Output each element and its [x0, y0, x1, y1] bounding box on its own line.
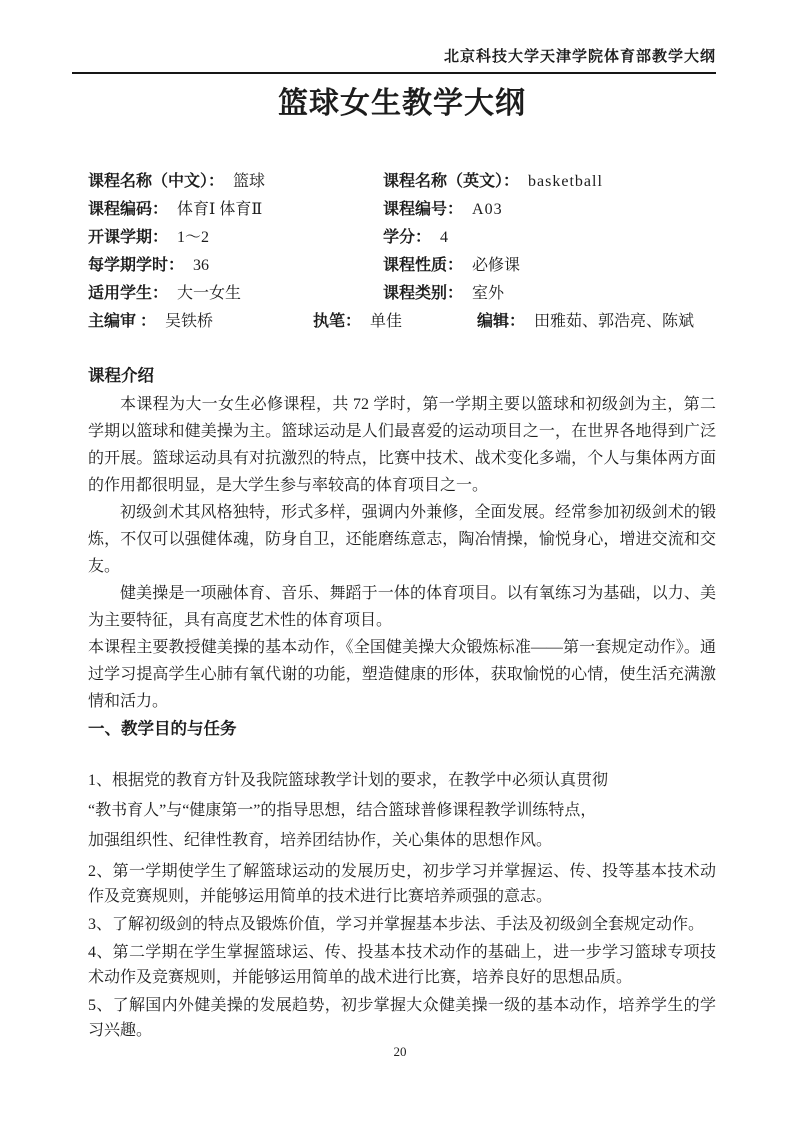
intro-paragraph-2: 初级剑术其风格独特，形式多样，强调内外兼修，全面发展。经常参加初级剑术的锻炼，不仅可以强健体魂，防身自卫，还能磨练意志，陶冶情操，愉悦身心，增进交流和交友。 [88, 504, 716, 575]
meta-label: 课程名称（中文）： [88, 173, 225, 190]
meta-cell-editors [477, 308, 716, 336]
meta-cell-course-number [383, 196, 716, 224]
meta-cell-course-code [88, 196, 383, 224]
meta-row-course-name [88, 168, 716, 196]
meta-value: 田雅茹、郭浩亮、陈斌 [534, 313, 695, 330]
objective-line: “教书育人”与“健康第一”的指导思想，结合篮球普修课程教学训练特点， [88, 802, 597, 819]
intro-heading: 课程介绍 [88, 366, 154, 385]
meta-value: 大一女生 [177, 285, 242, 302]
meta-value: 必修课 [472, 257, 521, 274]
meta-value: 体育Ⅰ 体育Ⅱ [177, 201, 263, 218]
intro-paragraph-3: 健美操是一项融体育、音乐、舞蹈于一体的体育项目。以有氧练习为基础，以力、美为主要特征，具有高度艺术性的体育项目。 [88, 585, 716, 629]
document-header [88, 0, 716, 66]
meta-value: 室外 [472, 285, 505, 302]
meta-label: 编辑： [477, 313, 526, 330]
meta-cell-course-category [383, 280, 716, 308]
meta-label: 开课学期： [88, 229, 169, 246]
meta-label: 每学期学时： [88, 257, 185, 274]
meta-value: 1～2 [177, 229, 210, 246]
intro-paragraph-4: 本课程主要教授健美操的基本动作，《全国健美操大众锻炼标准——第一套规定动作》。通过学习提高学生心肺有氧代谢的功能，塑造健康的形体，获取愉悦的心情，使生活充满激情和活力。 [88, 639, 716, 710]
header-text: 北京科技大学天津学院体育部教学大纲 [443, 49, 716, 65]
objective-item-5: 5、了解国内外健美操的发展趋势，初步掌握大众健美操一级的基本动作，培养学生的学习兴趣。 [88, 997, 716, 1039]
meta-row-editors [88, 308, 716, 336]
meta-cell-course-name-en [383, 168, 716, 196]
meta-label: 执笔： [313, 313, 362, 330]
meta-cell-credits [383, 224, 716, 252]
page-title: 篮球女生教学大纲 [278, 87, 526, 120]
objectives-heading: 一、教学目的与任务 [88, 719, 237, 738]
meta-label: 课程类别： [383, 285, 464, 302]
meta-value: 篮球 [233, 173, 266, 190]
objective-item-1 [88, 766, 716, 856]
meta-row-students [88, 280, 716, 308]
meta-cell-course-nature [383, 252, 716, 280]
header-rule [72, 72, 716, 74]
objective-item-4: 4、第二学期在学生掌握篮球运、传、投基本技术动作的基础上，进一步学习篮球专项技术动作及竞赛规则，并能够运用简单的战术进行比赛，培养良好的思想品质。 [88, 944, 716, 986]
meta-label: 课程性质： [383, 257, 464, 274]
meta-label: 适用学生： [88, 285, 169, 302]
meta-cell-writer [313, 308, 477, 336]
objective-item-2: 2、第一学期使学生了解篮球运动的发展历史，初步学习并掌握运、传、投等基本技术动作及竞赛规则，并能够运用简单的技术进行比赛培养顽强的意志。 [88, 863, 716, 905]
objective-item-3: 3、了解初级剑的特点及锻炼价值，学习并掌握基本步法、手法及初级剑全套规定动作。 [88, 916, 705, 933]
objectives-list [88, 766, 716, 1043]
meta-cell-course-name-cn [88, 168, 383, 196]
meta-value: A03 [472, 201, 503, 218]
meta-row-semester [88, 224, 716, 252]
meta-cell-hours [88, 252, 383, 280]
meta-row-course-code [88, 196, 716, 224]
page-number: 20 [393, 1044, 407, 1059]
meta-label: 课程编码： [88, 201, 169, 218]
meta-value: 36 [193, 257, 210, 274]
meta-label: 学分： [383, 229, 432, 246]
objective-line: 1、根据党的教育方针及我院篮球教学计划的要求，在教学中必须认真贯彻 [88, 772, 609, 789]
meta-label: 课程编号： [383, 201, 464, 218]
meta-value: basketball [528, 173, 603, 190]
meta-label: 主编审 ： [88, 313, 157, 330]
meta-cell-semester [88, 224, 383, 252]
meta-value: 单佳 [370, 313, 403, 330]
meta-value: 吴铁桥 [165, 313, 214, 330]
meta-label: 课程名称（英文）： [383, 173, 520, 190]
meta-cell-students [88, 280, 383, 308]
course-meta [88, 168, 716, 336]
meta-cell-chief-reviewer [88, 308, 313, 336]
intro-paragraph-1: 本课程为大一女生必修课程，共 72 学时，第一学期主要以篮球和初级剑为主，第二学期以篮球和健美操为主。篮球运动是人们最喜爱的运动项目之一，在世界各地得到广泛的开展。篮球运动具有对抗激烈的特点，比赛中技术、战术变化多端，个人与集体两方面的作用都很明显，是大学生参与率较高的体育项目之一。 [88, 396, 716, 494]
objective-line: 加强组织性、纪律性教育，培养团结协作，关心集体的思想作风。 [88, 832, 553, 849]
meta-row-hours [88, 252, 716, 280]
meta-value: 4 [440, 229, 449, 246]
